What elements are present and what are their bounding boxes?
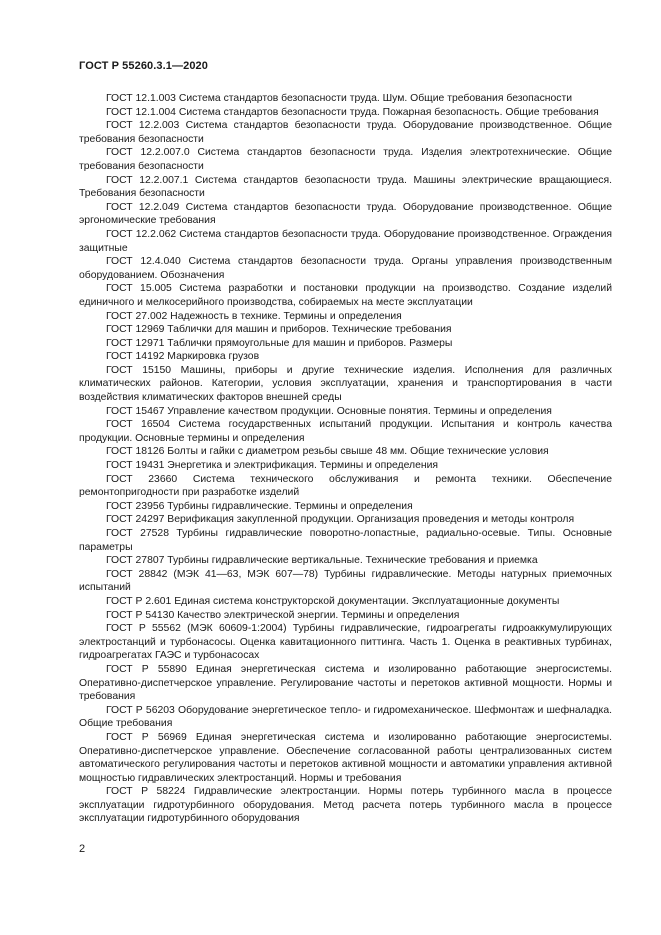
reference-item: ГОСТ 28842 (МЭК 41—63, МЭК 607—78) Турбины гидравлические. Методы натурных приемочных испытаний: [79, 568, 612, 594]
reference-item: ГОСТ 12.2.049 Система стандартов безопасности труда. Оборудование производственное. Общие эргономические требования: [79, 201, 612, 227]
reference-item: ГОСТ 12.1.003 Система стандартов безопасности труда. Шум. Общие требования безопасности: [106, 93, 573, 104]
reference-item: ГОСТ 16504 Система государственных испытаний продукции. Испытания и контроль качества продукции. Основные термины и определения: [79, 419, 612, 444]
reference-item: ГОСТ 18126 Болты и гайки с диаметром резьбы свыше 48 мм. Общие технические условия: [106, 446, 549, 458]
reference-item: ГОСТ Р 54130 Качество электрической энергии. Термины и определения: [106, 609, 460, 621]
reference-item: ГОСТ Р 56203 Оборудование энергетическое тепло- и гидромеханическое. Шефмонтаж и шефналадка. Общие требования: [79, 704, 612, 730]
reference-item: ГОСТ 15467 Управление качеством продукции. Основные понятия. Термины и определения: [106, 405, 552, 417]
reference-item: ГОСТ 12971 Таблички прямоугольные для машин и приборов. Размеры: [106, 337, 453, 349]
reference-item: ГОСТ 23956 Турбины гидравлические. Термины и определения: [106, 500, 413, 512]
reference-item: ГОСТ Р 58224 Гидравлические электростанции. Нормы потерь турбинного масла в процессе эксплуатации гидротурбинного оборудования. Метод расчета потерь турбинного масла в процессе эксплуатации гидротурбинного оборудования: [79, 786, 612, 825]
reference-item: ГОСТ Р 55890 Единая энергетическая система и изолированно работающие энергосистемы. Оперативно-диспетчерское управление. Регулирование частоты и перетоков активной мощности. Нормы и требования: [79, 663, 612, 703]
reference-item: ГОСТ Р 55562 (МЭК 60609-1:2004) Турбины гидравлические, гидроагрегаты гидроаккумулирующих электростанций и турбонасосы. Оценка кавитационного питтинга. Часть 1. Оценка в реактивных турбинах, гидроагрегатах ГАЭС и турбонасосах: [79, 623, 612, 662]
reference-item: ГОСТ 14192 Маркировка грузов: [106, 351, 260, 363]
reference-item: ГОСТ 12.1.004 Система стандартов безопасности труда. Пожарная безопасность. Общие требования: [106, 106, 599, 118]
document-header: ГОСТ Р 55260.3.1—2020: [79, 60, 208, 72]
page-number: 2: [79, 843, 86, 855]
reference-item: ГОСТ 27807 Турбины гидравлические вертикальные. Технические требования и приемка: [106, 555, 538, 567]
reference-item: ГОСТ 15.005 Система разработки и постановки продукции на производство. Создание изделий единичного и мелкосерийного производства, собираемых на месте эксплуатации: [79, 283, 612, 308]
reference-item: ГОСТ 19431 Энергетика и электрификация. Термины и определения: [106, 460, 439, 472]
reference-item: ГОСТ 12.4.040 Система стандартов безопасности труда. Органы управления производственным оборудованием. Обозначения: [79, 256, 612, 281]
normative-references-list: [79, 92, 612, 826]
reference-item: ГОСТ 12969 Таблички для машин и приборов. Технические требования: [106, 324, 452, 336]
reference-item: ГОСТ 24297 Верификация закупленной продукции. Организация проведения и методы контроля: [106, 514, 575, 526]
reference-item: ГОСТ 12.2.003 Система стандартов безопасности труда. Оборудование производственное. Общие требования безопасности: [79, 120, 612, 145]
reference-item: ГОСТ Р 56969 Единая энергетическая система и изолированно работающие энергосистемы. Оперативно-диспетчерское управление. Обеспечение согласованной работы централизованных систем автоматического регулирования частоты и перетоков активной мощности и автоматики управления активной мощностью гидравлических электростанций. Нормы и требования: [79, 731, 612, 784]
reference-item: ГОСТ 27.002 Надежность в технике. Термины и определения: [106, 310, 402, 322]
reference-item: ГОСТ 12.2.007.1 Система стандартов безопасности труда. Машины электрические вращающиеся. Требования безопасности: [79, 174, 612, 200]
reference-item: ГОСТ 15150 Машины, приборы и другие технические изделия. Исполнения для различных климатических районов. Категории, условия эксплуатации, хранения и транспортирования в части воздействия климатических факторов внешней среды: [79, 364, 612, 404]
reference-item: ГОСТ 23660 Система технического обслуживания и ремонта техники. Обеспечение ремонтопригодности при разработке изделий: [79, 473, 612, 499]
reference-item: ГОСТ Р 2.601 Единая система конструкторской документации. Эксплуатационные документы: [106, 595, 560, 607]
reference-item: ГОСТ 27528 Турбины гидравлические поворотно-лопастные, радиально-осевые. Типы. Основные параметры: [79, 528, 612, 553]
reference-item: ГОСТ 12.2.007.0 Система стандартов безопасности труда. Изделия электротехнические. Общие требования безопасности: [79, 147, 612, 172]
reference-item: ГОСТ 12.2.062 Система стандартов безопасности труда. Оборудование производственное. Ограждения защитные: [79, 228, 612, 254]
